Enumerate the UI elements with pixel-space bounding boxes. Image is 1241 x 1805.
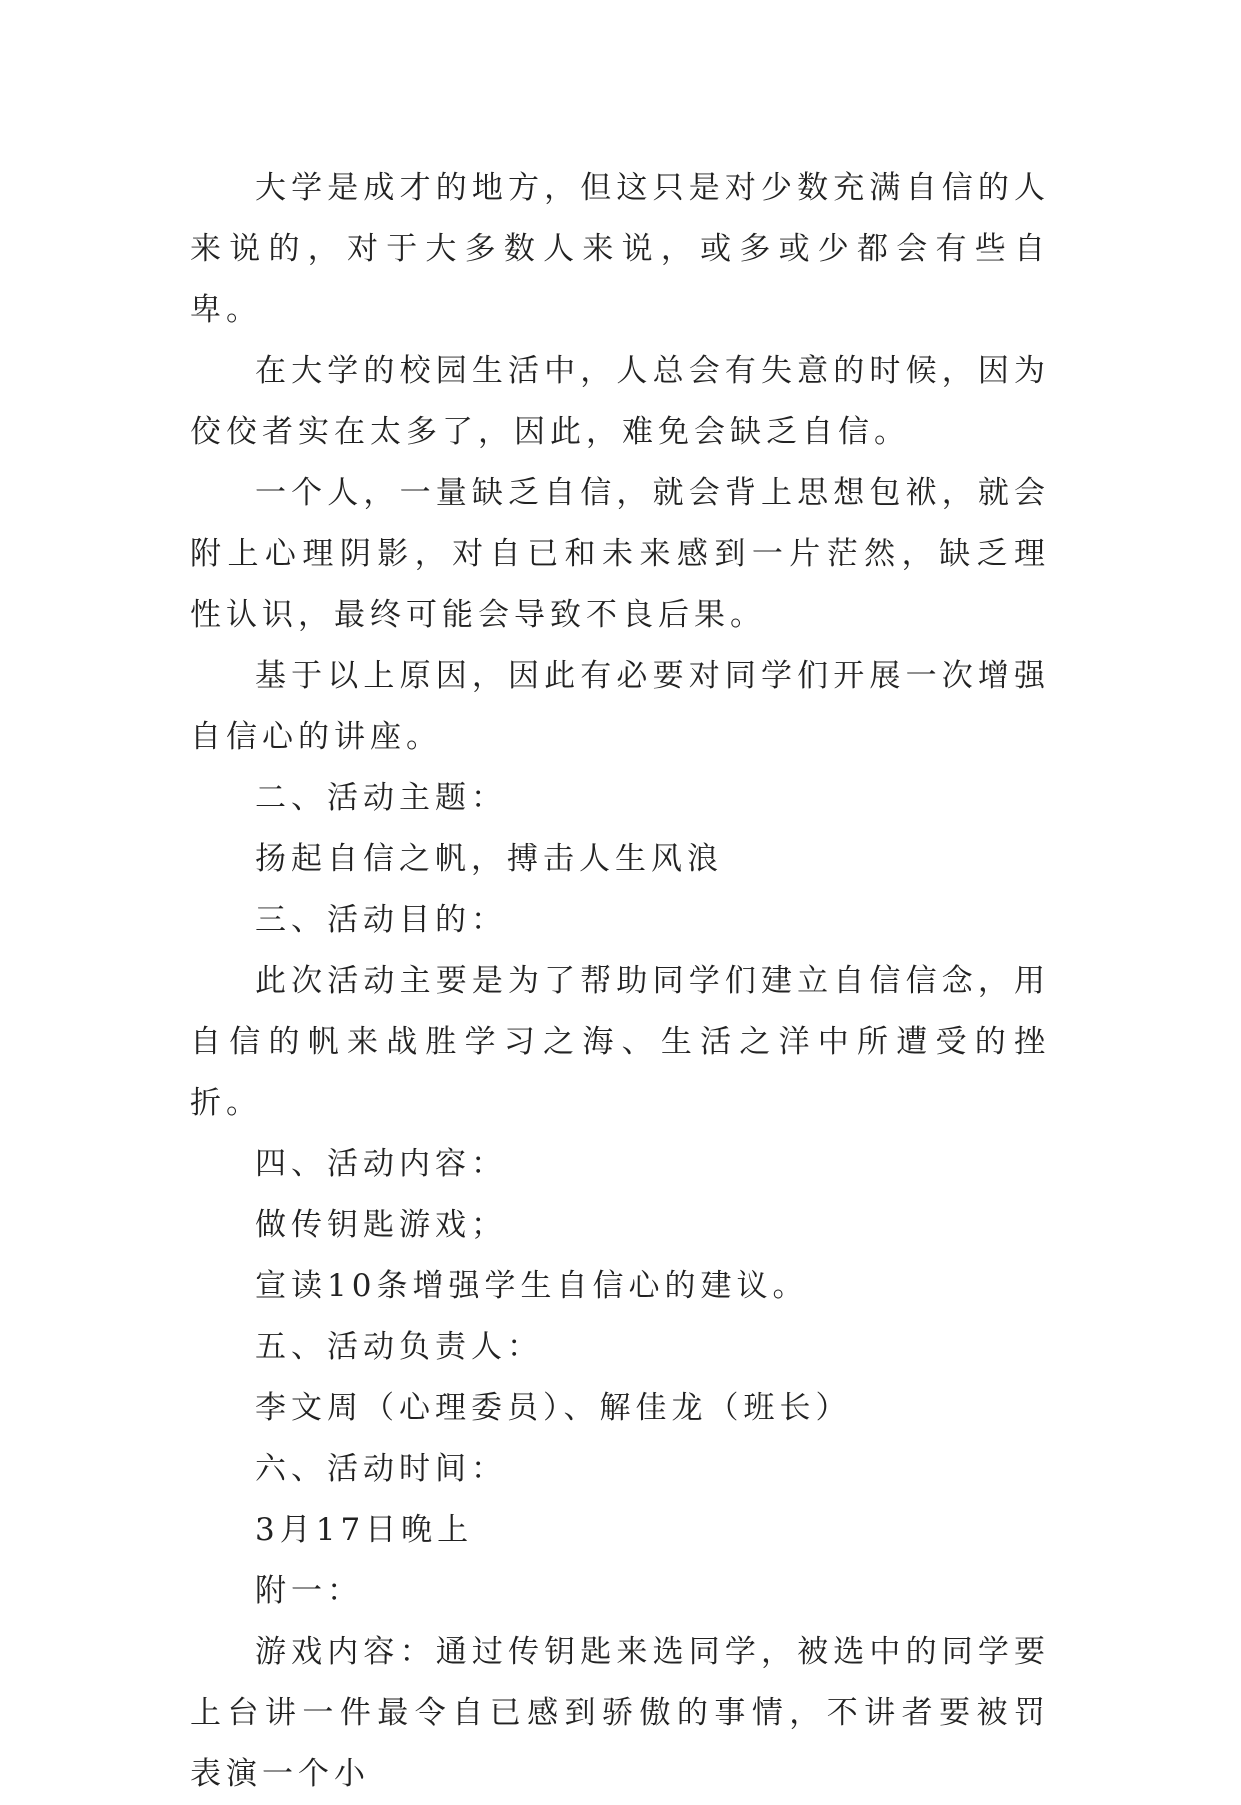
paragraph-time: 3月17日晚上 (255, 1512, 474, 1548)
paragraph-game: 游戏内容：通过传钥匙来选同学，被选中的同学要上台讲一件最令自已感到骄傲的事情，不讲者要被罚表演一个小 (190, 1634, 1050, 1792)
section-heading-content: 四、活动内容： (255, 1146, 507, 1182)
section-heading-time: 六、活动时间： (255, 1451, 507, 1487)
section-heading-responsible: 五、活动负责人： (255, 1329, 543, 1365)
section-heading-theme: 二、活动主题： (255, 780, 507, 816)
document-body (190, 158, 1050, 1805)
appendix-heading: 附一： (255, 1573, 363, 1609)
section-heading-purpose: 三、活动目的： (255, 902, 507, 938)
paragraph-purpose: 此次活动主要是为了帮助同学们建立自信信念，用自信的帆来战胜学习之海、生活之洋中所遭受的挫折。 (190, 963, 1050, 1121)
paragraph-intro-2: 在大学的校园生活中，人总会有失意的时候，因为佼佼者实在太多了，因此，难免会缺乏自信。 (190, 353, 1050, 450)
paragraph-intro-4: 基于以上原因，因此有必要对同学们开展一次增强自信心的讲座。 (190, 658, 1050, 755)
paragraph-intro-1: 大学是成才的地方，但这只是对少数充满自信的人来说的，对于大多数人来说，或多或少都会有些自卑。 (190, 170, 1050, 328)
paragraph-content-1: 做传钥匙游戏； (255, 1207, 507, 1243)
paragraph-intro-3: 一个人，一量缺乏自信，就会背上思想包袱，就会附上心理阴影，对自已和未来感到一片茫然，缺乏理性认识，最终可能会导致不良后果。 (190, 475, 1050, 633)
paragraph-content-2: 宣读10条增强学生自信心的建议。 (255, 1268, 809, 1304)
paragraph-theme: 扬起自信之帆，搏击人生风浪 (255, 841, 723, 877)
paragraph-responsible: 李文周（心理委员）、解佳龙（班长） (255, 1390, 852, 1426)
